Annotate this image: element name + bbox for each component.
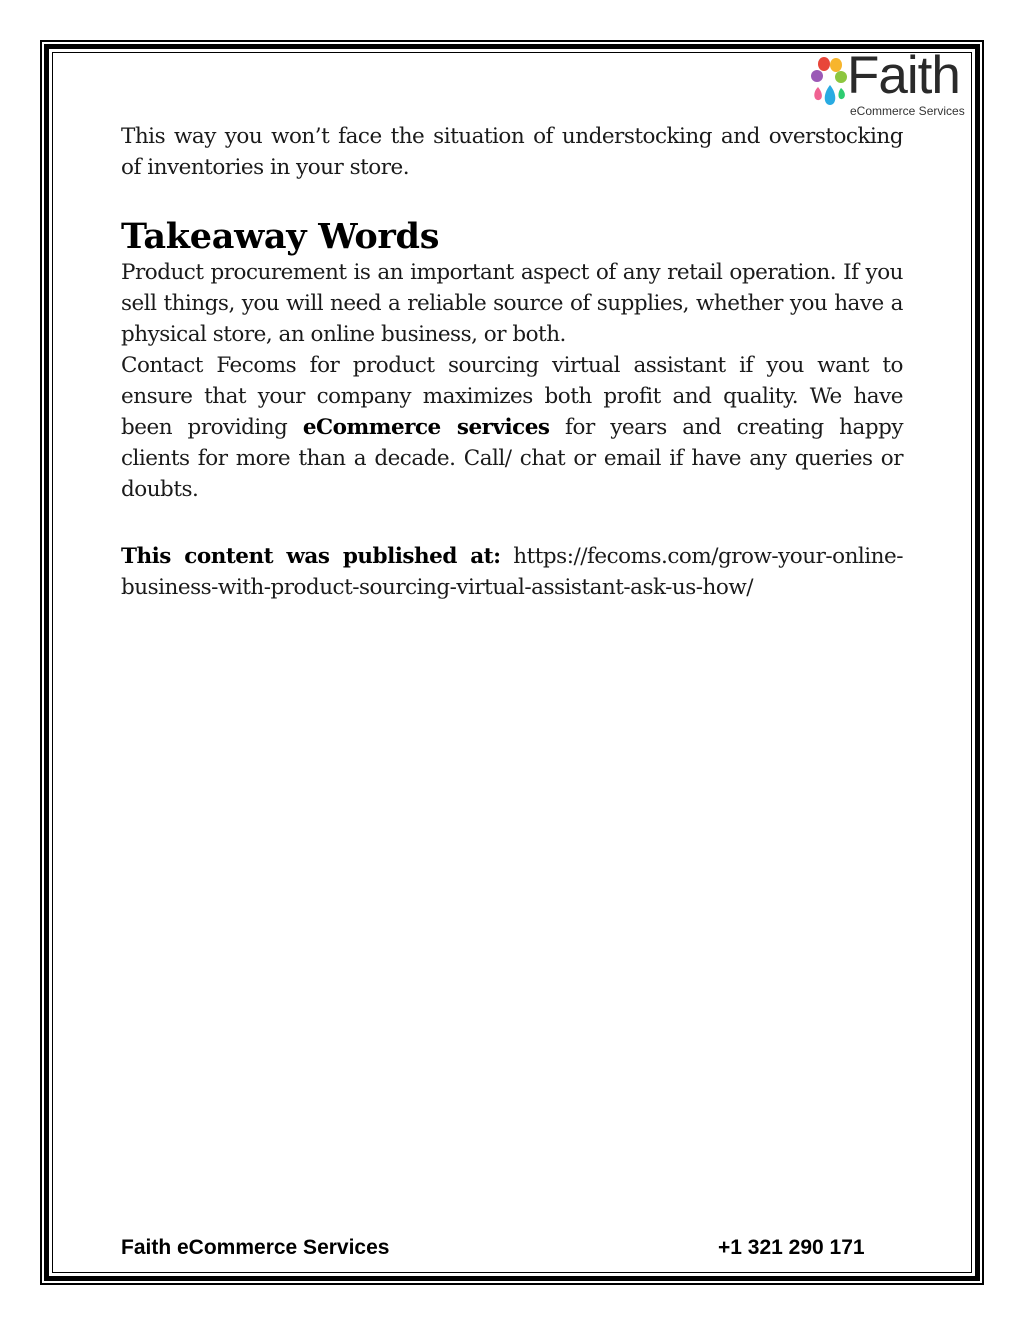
flower-icon [808, 55, 852, 107]
takeaway-paragraph-1: Product procurement is an important aspect of any retail operation. If you sell things, you will need a reliable source of supplies, whether you have a physical store, an online business, or both. [121, 260, 903, 347]
footer-phone-number: +1 321 290 171 [718, 1236, 865, 1259]
logo-tagline: eCommerce Services [850, 104, 965, 118]
logo-wordmark: Faith [847, 46, 960, 105]
faith-logo [808, 46, 973, 120]
paragraph-2-text-end: for years and creating happy clients for more than a decade. Call/ chat or email if have any queries or doubts. [121, 415, 903, 502]
published-section [121, 541, 903, 603]
ecommerce-services-link[interactable]: eCommerce services [302, 415, 550, 440]
published-label: This content was published at: [121, 544, 501, 569]
takeaway-section [121, 217, 903, 505]
published-paragraph [121, 541, 903, 603]
section-heading: Takeaway Words [121, 216, 440, 257]
takeaway-paragraph-2 [121, 350, 903, 505]
intro-section [121, 121, 903, 183]
paragraph-2-text-start: Contact Fecoms for product sourcing virtual assistant if you want to ensure that your company maximizes both profit and quality. We have been providing [121, 353, 903, 440]
intro-paragraph: This way you won’t face the situation of understocking and overstocking of inventories in your store. [121, 124, 903, 180]
published-url-link[interactable]: https://fecoms.com/grow-your-online-business-with-product-sourcing-virtual-assistant-ask-us-how/ [121, 544, 903, 600]
footer-company-name: Faith eCommerce Services [121, 1236, 390, 1259]
